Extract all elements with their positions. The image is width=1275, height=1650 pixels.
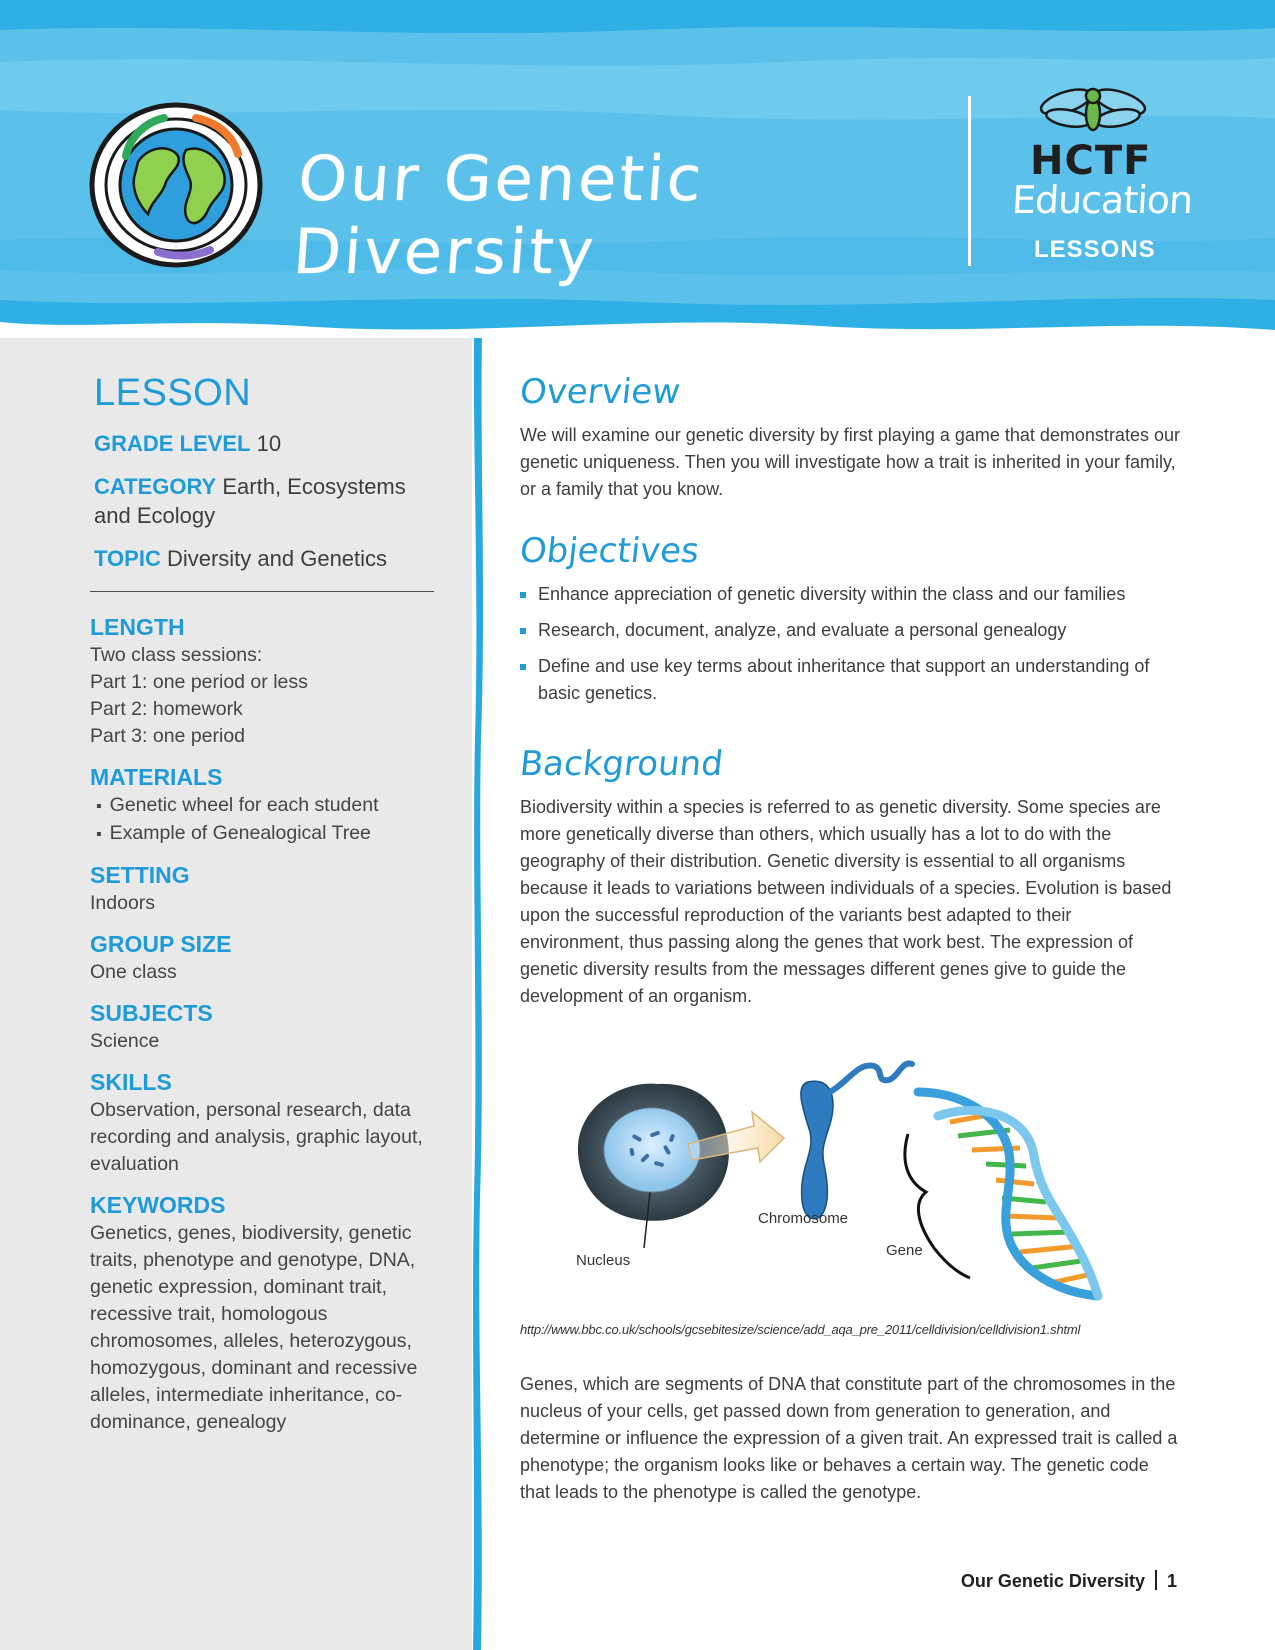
category-key: CATEGORY (94, 474, 217, 499)
grade-level-value: 10 (256, 431, 282, 456)
group-size-section (90, 929, 444, 986)
bullet-icon (520, 592, 526, 598)
group-size-value: One class (90, 961, 177, 983)
logo-lessons-text: LESSONS (1034, 236, 1156, 263)
length-line: Part 3: one period (90, 725, 246, 747)
list-item: ▪ Genetic wheel for each student (96, 792, 444, 820)
logo-education-text: Education (1010, 178, 1194, 222)
background-text: Biodiversity within a species is referred to as genetic diversity. Some species are more genetically diverse than others, which usually has a lot to do with the geography of their distribution. Genetic diversity is essential to all organisms because it leads to variations between individuals of a species. Evolution is based upon the successful reproduction of the variants best adapted to their environment, thus passing along the genes that work best. The expression of genetic diversity results from the messages different genes give to guide the development of an organism. (520, 797, 1172, 1006)
list-item: Research, document, analyze, and evaluate a personal genealogy (520, 617, 1180, 644)
dragonfly-icon (1038, 80, 1148, 142)
skills-title: SKILLS (90, 1069, 172, 1095)
grade-level (94, 429, 444, 458)
keywords-title: KEYWORDS (90, 1192, 226, 1218)
page-number: 1 (1166, 1571, 1177, 1591)
list-item: Enhance appreciation of genetic diversity within the class and our families (520, 581, 1180, 608)
subjects-section (90, 998, 444, 1055)
page-title: Our Genetic Diversity (290, 142, 707, 288)
overview-text: We will examine our genetic diversity by first playing a game that demonstrates our genetic uniqueness. Then you will investigate how a trait is inherited in your family, or a family that you know. (520, 425, 1180, 499)
group-size-title: GROUP SIZE (90, 931, 232, 957)
objectives-heading: Objectives (517, 531, 702, 571)
dna-illustration (558, 1052, 1178, 1312)
header-divider (968, 96, 971, 266)
topic (94, 544, 444, 573)
length-title: LENGTH (90, 614, 185, 640)
background-heading: Background (517, 744, 725, 784)
gene-label: Gene (886, 1242, 923, 1259)
subjects-title: SUBJECTS (90, 1000, 213, 1026)
skills-section (90, 1067, 444, 1178)
bullet-icon (520, 628, 526, 634)
nucleus-label: Nucleus (576, 1252, 631, 1269)
topic-key: TOPIC (94, 546, 161, 571)
objectives-list (520, 581, 1180, 707)
main-content (517, 372, 1180, 1506)
page-footer (961, 1570, 1177, 1592)
list-item: ▪ Example of Genealogical Tree (96, 820, 444, 848)
materials-title: MATERIALS (90, 764, 223, 790)
length-line: Part 2: homework (90, 698, 243, 720)
subjects-value: Science (90, 1030, 160, 1052)
lesson-heading: LESSON (94, 372, 252, 414)
figure-caption: http://www.bbc.co.uk/schools/gcsebitesize/science/add_aqa_pre_2011/celldivision/celldivision1.shtml (520, 1322, 1081, 1337)
length-section (90, 612, 444, 750)
bullet-icon (520, 664, 526, 670)
hctf-logo (1000, 80, 1194, 270)
setting-section (90, 860, 444, 917)
footer-separator (1155, 1570, 1157, 1590)
skills-value: Observation, personal research, data recording and analysis, graphic layout, evaluation (90, 1099, 423, 1175)
setting-title: SETTING (90, 862, 190, 888)
category (94, 472, 444, 530)
chromosome-label: Chromosome (758, 1210, 849, 1227)
setting-value: Indoors (90, 892, 156, 914)
genes-text: Genes, which are segments of DNA that constitute part of the chromosomes in the nucleus of your cells, get passed down from generation to generation, and determine or influence the expression of a given trait. An expressed trait is called a phenotype; the organism looks like or behaves a certain way. The genetic code that leads to the phenotype is called the genotype. (520, 1374, 1178, 1502)
materials-section (90, 762, 444, 848)
overview-heading: Overview (517, 372, 683, 412)
length-line: Two class sessions: (90, 644, 263, 666)
logo-hctf-text: HCTF (1030, 138, 1152, 184)
sidebar-content (90, 372, 444, 1448)
list-item: Define and use key terms about inheritance that support an understanding of basic genetics. (520, 653, 1180, 707)
grade-level-key: GRADE LEVEL (94, 431, 251, 456)
keywords-value: Genetics, genes, biodiversity, genetic traits, phenotype and genotype, DNA, genetic expression, dominant trait, recessive trait, homologous chromosomes, alleles, heterozygous, homozygous, dominant and recessive alleles, intermediate inheritance, co-dominance, genealogy (90, 1222, 418, 1433)
footer-title: Our Genetic Diversity (960, 1571, 1145, 1591)
dna-figure (558, 1052, 1178, 1312)
category-value: Earth, Ecosystems and Ecology (94, 474, 406, 528)
keywords-section (90, 1190, 444, 1436)
sidebar-divider (90, 591, 434, 592)
header-banner (0, 0, 1275, 345)
globe-icon (86, 100, 266, 270)
sidebar-blue-edge (470, 338, 494, 1650)
materials-list (90, 792, 444, 848)
topic-value: Diversity and Genetics (166, 546, 388, 571)
length-line: Part 1: one period or less (90, 671, 308, 693)
